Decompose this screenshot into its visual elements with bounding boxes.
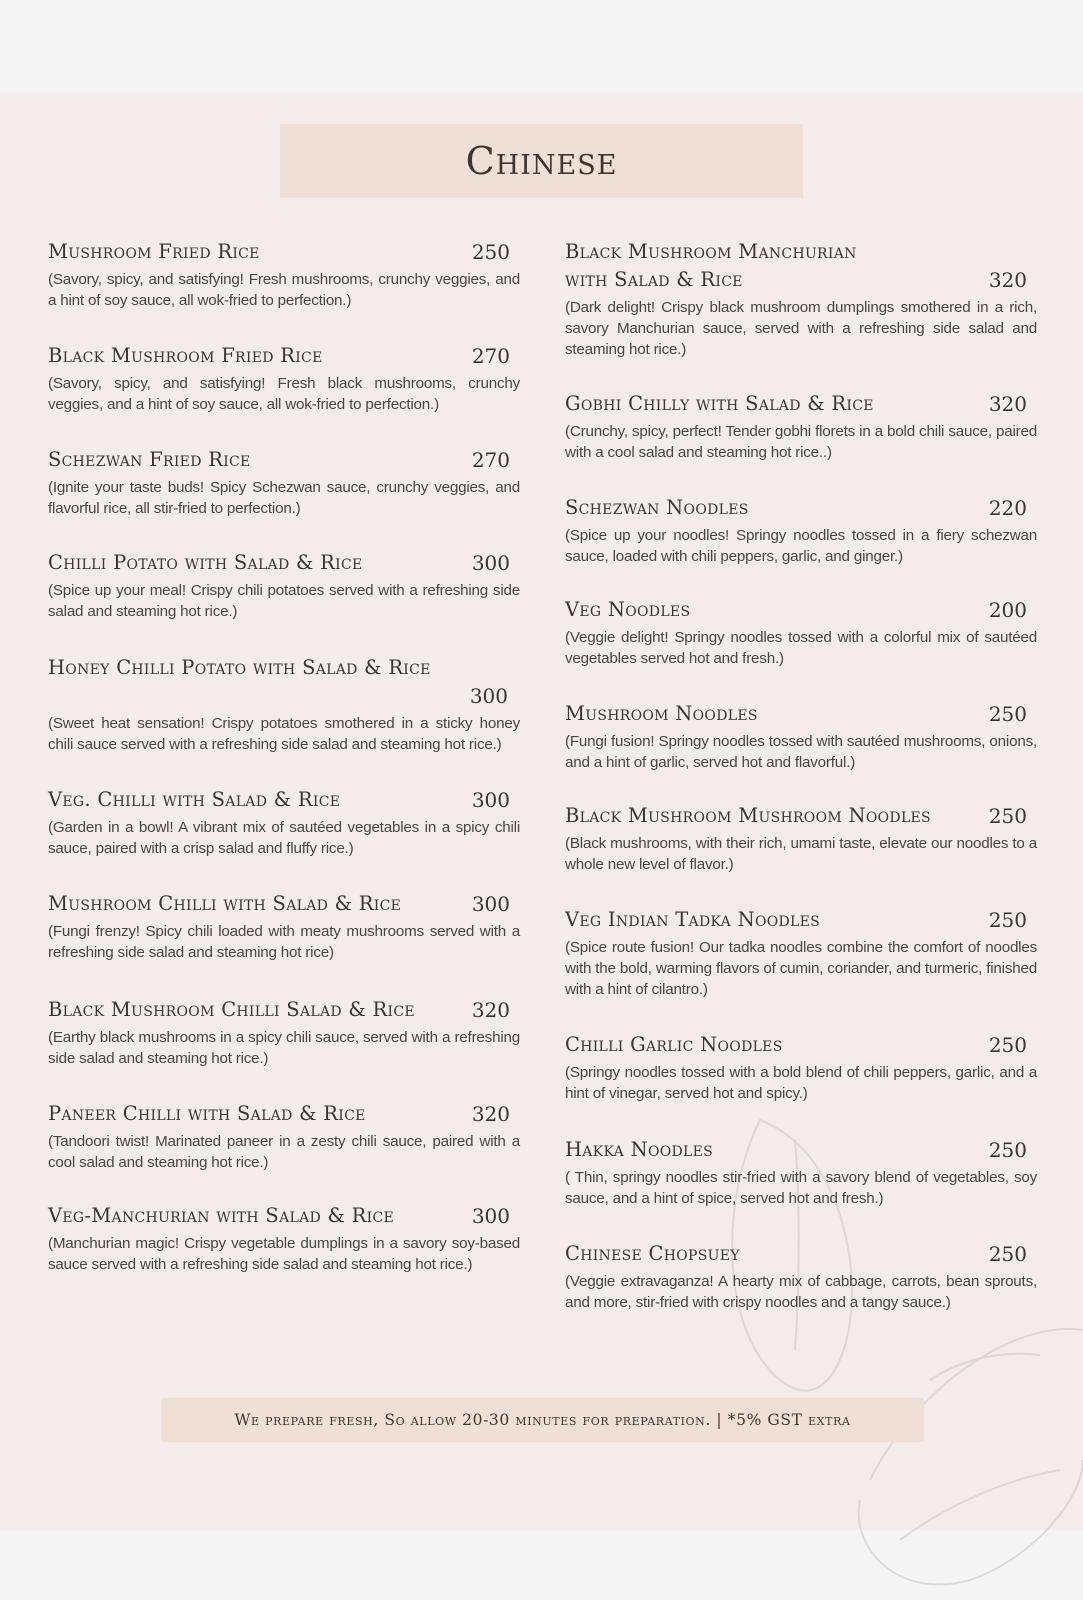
item-description: (Earthy black mushrooms in a spicy chili sauce, served with a refreshing side salad and steaming hot rice.): [48, 1029, 520, 1067]
item-description: (Sweet heat sensation! Crispy potatoes smothered in a sticky honey chili sauce served with a refreshing side salad and steaming hot rice.): [48, 715, 520, 753]
item-price: 250: [988, 1033, 1027, 1057]
item-description: (Black mushrooms, with their rich, umami taste, elevate our noodles to a whole new level of flavor.): [565, 835, 1037, 873]
item-description: (Veggie delight! Springy noodles tossed with a colorful mix of sautéed vegetables served hot and fresh.): [565, 629, 1037, 667]
item-price: 300: [471, 788, 510, 812]
page-title: Chinese: [465, 139, 618, 183]
item-description: (Savory, spicy, and satisfying! Fresh black mushrooms, crunchy veggies, and a hint of soy sauce, all wok-fried to perfection.): [48, 375, 520, 413]
item-name: Honey Chilli Potato with Salad & Rice: [48, 656, 431, 679]
menu-item: [48, 998, 520, 1069]
menu-item: [565, 240, 1037, 360]
menu-item: [48, 551, 520, 622]
item-price: 270: [471, 448, 510, 472]
item-name: Black Mushroom Manchurian: [565, 240, 857, 263]
item-description: (Garden in a bowl! A vibrant mix of sautéed vegetables in a spicy chili sauce, paired with a crisp salad and fluffy rice.): [48, 819, 520, 857]
menu-item: [565, 804, 1037, 875]
item-name: Black Mushroom Chilli Salad & Rice: [48, 998, 415, 1021]
item-price: 300: [471, 551, 510, 575]
item-price: 300: [471, 892, 510, 916]
item-price: 300: [469, 684, 508, 708]
item-name: Mushroom Chilli with Salad & Rice: [48, 892, 402, 915]
item-price: 320: [988, 268, 1027, 292]
item-description: (Veggie extravaganza! A hearty mix of cabbage, carrots, bean sprouts, and more, stir-fried with crispy noodles and a tangy sauce.): [565, 1273, 1037, 1311]
item-description: ( Thin, springy noodles stir-fried with a savory blend of vegetables, soy sauce, and a hint of spice, served hot and fresh.): [565, 1169, 1037, 1207]
menu-item: [48, 344, 520, 415]
item-name: Mushroom Noodles: [565, 702, 758, 725]
item-price: 220: [988, 496, 1027, 520]
item-name: Veg Indian Tadka Noodles: [565, 908, 821, 931]
item-price: 320: [471, 1102, 510, 1126]
item-price: 320: [988, 392, 1027, 416]
item-name: Veg-Manchurian with Salad & Rice: [48, 1204, 395, 1227]
menu-item: [565, 1242, 1037, 1313]
menu-item: [565, 496, 1037, 567]
menu-item: [48, 1204, 520, 1275]
menu-item: [565, 908, 1037, 1000]
item-name: Chilli Garlic Noodles: [565, 1033, 783, 1056]
item-description: (Spice up your noodles! Springy noodles tossed in a fiery schezwan sauce, loaded with chili peppers, garlic, and ginger.): [565, 527, 1037, 565]
item-name: Black Mushroom Fried Rice: [48, 344, 323, 367]
item-price: 250: [471, 240, 510, 264]
menu-item: [48, 656, 520, 755]
item-description: (Fungi frenzy! Spicy chili loaded with meaty mushrooms served with a refreshing side salad and steaming hot rice): [48, 923, 520, 961]
footer-note: We prepare fresh, So allow 20-30 minutes for preparation. | *5% GST extra: [234, 1411, 851, 1429]
item-price: 270: [471, 344, 510, 368]
item-name: Veg. Chilli with Salad & Rice: [48, 788, 341, 811]
item-name: Paneer Chilli with Salad & Rice: [48, 1102, 366, 1125]
item-description: (Ignite your taste buds! Spicy Schezwan sauce, crunchy veggies, and flavorful rice, all stir-fried to perfection.): [48, 479, 520, 517]
menu-item: [48, 448, 520, 519]
menu-item: [48, 1102, 520, 1173]
item-description: (Dark delight! Crispy black mushroom dumplings smothered in a rich, savory Manchurian sauce, served with a refreshing side salad and steaming hot rice.): [565, 299, 1037, 358]
footer-banner: [161, 1398, 924, 1442]
item-price: 200: [988, 598, 1027, 622]
menu-item: [48, 240, 520, 311]
item-name: Chilli Potato with Salad & Rice: [48, 551, 363, 574]
item-price: 320: [471, 998, 510, 1022]
item-price: 250: [988, 908, 1027, 932]
item-name: Schezwan Noodles: [565, 496, 749, 519]
item-price: 300: [471, 1204, 510, 1228]
item-name: Mushroom Fried Rice: [48, 240, 260, 263]
menu-item: [48, 892, 520, 963]
item-name: Chinese Chopsuey: [565, 1242, 740, 1265]
title-banner: [280, 124, 803, 198]
item-name: Hakka Noodles: [565, 1138, 714, 1161]
item-price: 250: [988, 702, 1027, 726]
item-description: (Fungi fusion! Springy noodles tossed with sautéed mushrooms, onions, and a hint of garlic, served hot and flavorful.): [565, 733, 1037, 771]
item-price: 250: [988, 1138, 1027, 1162]
item-description: (Spice up your meal! Crispy chili potatoes served with a refreshing side salad and steaming hot rice.): [48, 582, 520, 620]
item-price: 250: [988, 804, 1027, 828]
item-name: Schezwan Fried Rice: [48, 448, 251, 471]
item-description: (Manchurian magic! Crispy vegetable dumplings in a savory soy-based sauce served with a refreshing side salad and steaming hot rice.): [48, 1235, 520, 1273]
item-name-line2: with Salad & Rice: [565, 268, 743, 291]
item-description: (Savory, spicy, and satisfying! Fresh mushrooms, crunchy veggies, and a hint of soy sauce, all wok-fried to perfection.): [48, 271, 520, 309]
menu-item: [565, 702, 1037, 773]
menu-item: [48, 788, 520, 859]
item-name: Veg Noodles: [565, 598, 691, 621]
item-description: (Crunchy, spicy, perfect! Tender gobhi florets in a bold chili sauce, paired with a cool salad and steaming hot rice..): [565, 423, 1037, 461]
menu-item: [565, 1033, 1037, 1104]
item-price: 250: [988, 1242, 1027, 1266]
item-description: (Springy noodles tossed with a bold blend of chili peppers, garlic, and a hint of vinegar, served hot and spicy.): [565, 1064, 1037, 1102]
item-name: Black Mushroom Mushroom Noodles: [565, 804, 931, 827]
item-name: Gobhi Chilly with Salad & Rice: [565, 392, 874, 415]
item-description: (Tandoori twist! Marinated paneer in a zesty chili sauce, paired with a cool salad and steaming hot rice.): [48, 1133, 520, 1171]
menu-item: [565, 1138, 1037, 1209]
menu-item: [565, 598, 1037, 669]
menu-item: [565, 392, 1037, 463]
item-description: (Spice route fusion! Our tadka noodles combine the comfort of noodles with the bold, warming flavors of cumin, coriander, and turmeric, finished with a hint of cilantro.): [565, 939, 1037, 998]
